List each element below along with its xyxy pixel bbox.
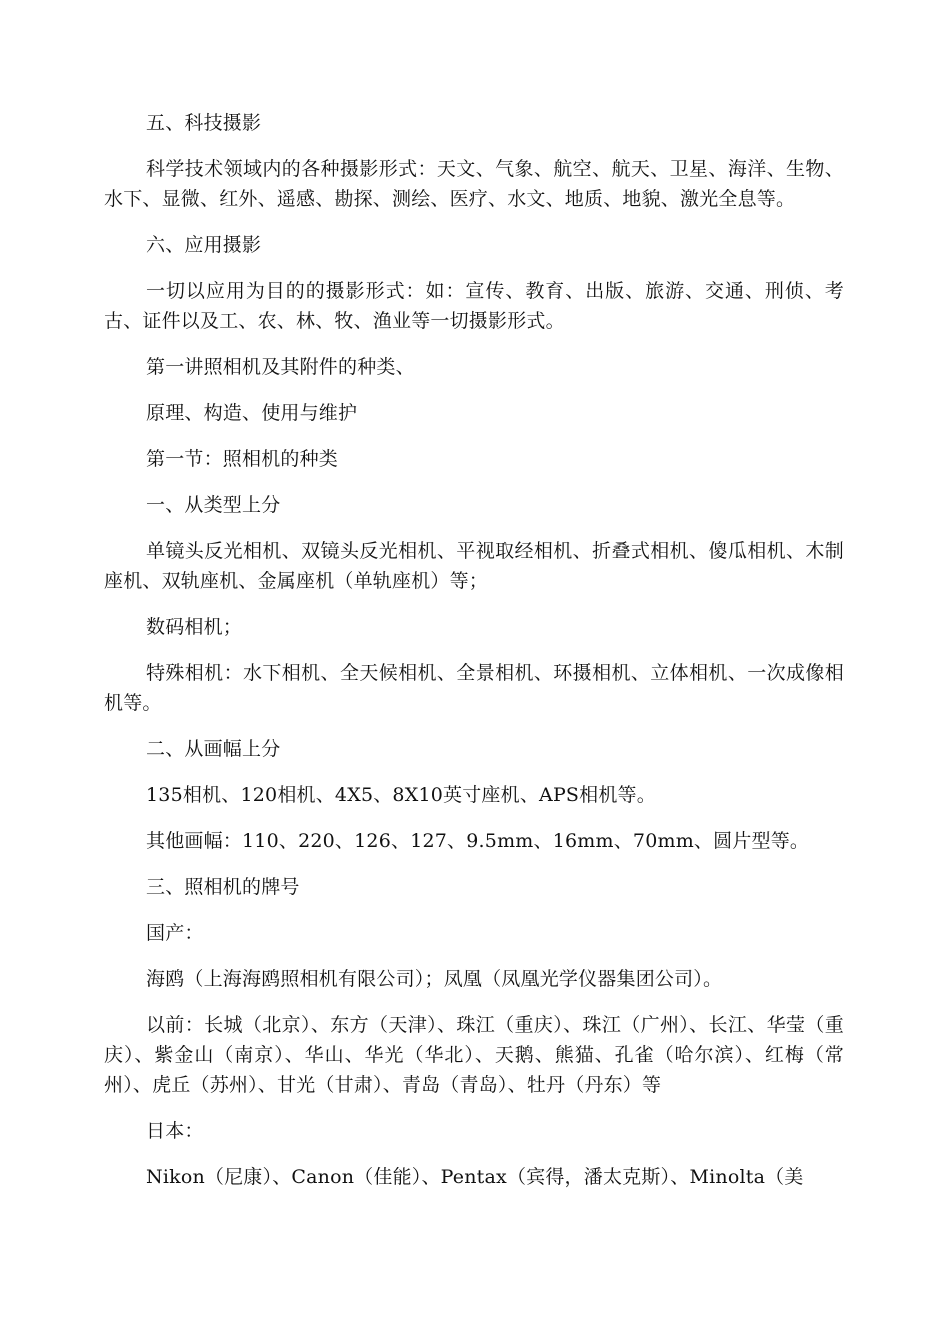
label-domestic: 国产：: [146, 922, 204, 944]
paragraph-domestic-brands: 海鸥（上海海鸥照相机有限公司）；凤凰（凤凰光学仪器集团公司）。: [146, 968, 723, 990]
paragraph-other-formats: 其他画幅：110、220、126、127、9.5mm、16mm、70mm、圆片型等。: [146, 830, 810, 852]
lecture-title-line1: 第一讲照相机及其附件的种类、: [146, 356, 415, 378]
subheading-brands: 三、照相机的牌号: [146, 876, 300, 898]
lecture-title-line2: 原理、构造、使用与维护: [146, 402, 358, 424]
label-japan: 日本：: [146, 1120, 204, 1142]
paragraph-digital-camera: 数码相机；: [146, 616, 243, 638]
section-title: 第一节：照相机的种类: [146, 448, 339, 470]
paragraph-camera-types: 单镜头反光相机、双镜头反光相机、平视取经相机、折叠式相机、傻瓜相机、木制座机、双轨座机、金属座机（单轨座机）等；: [104, 540, 844, 592]
heading-tech-photography: 五、科技摄影: [146, 112, 262, 134]
paragraph-formats: 135相机、120相机、4X5、8X10英寸座机、APS相机等。: [146, 784, 656, 806]
paragraph-tech-forms: 科学技术领域内的各种摄影形式：天文、气象、航空、航天、卫星、海洋、生物、水下、显微、红外、遥感、勘探、测绘、医疗、水文、地质、地貌、激光全息等。: [104, 158, 844, 210]
subheading-by-format: 二、从画幅上分: [146, 738, 281, 760]
document-body: [104, 108, 844, 1208]
paragraph-special-cameras: 特殊相机：水下相机、全天候相机、全景相机、环摄相机、立体相机、一次成像相机等。: [104, 662, 844, 714]
paragraph-applied-forms: 一切以应用为目的的摄影形式：如：宣传、教育、出版、旅游、交通、刑侦、考古、证件以及工、农、林、牧、渔业等一切摄影形式。: [104, 280, 844, 332]
paragraph-former-brands: 以前：长城（北京）、东方（天津）、珠江（重庆）、珠江（广州）、长江、华莹（重庆）、紫金山（南京）、华山、华光（华北）、天鹅、熊猫、孔雀（哈尔滨）、红梅（常州）、虎丘（苏州）、甘光（甘肃）、青岛（青岛）、牡丹（丹东）等: [104, 1014, 844, 1096]
subheading-by-type: 一、从类型上分: [146, 494, 281, 516]
heading-applied-photography: 六、应用摄影: [146, 234, 262, 256]
paragraph-japan-brands: Nikon（尼康）、Canon（佳能）、Pentax（宾得，潘太克斯）、Minolta（美: [146, 1166, 804, 1188]
